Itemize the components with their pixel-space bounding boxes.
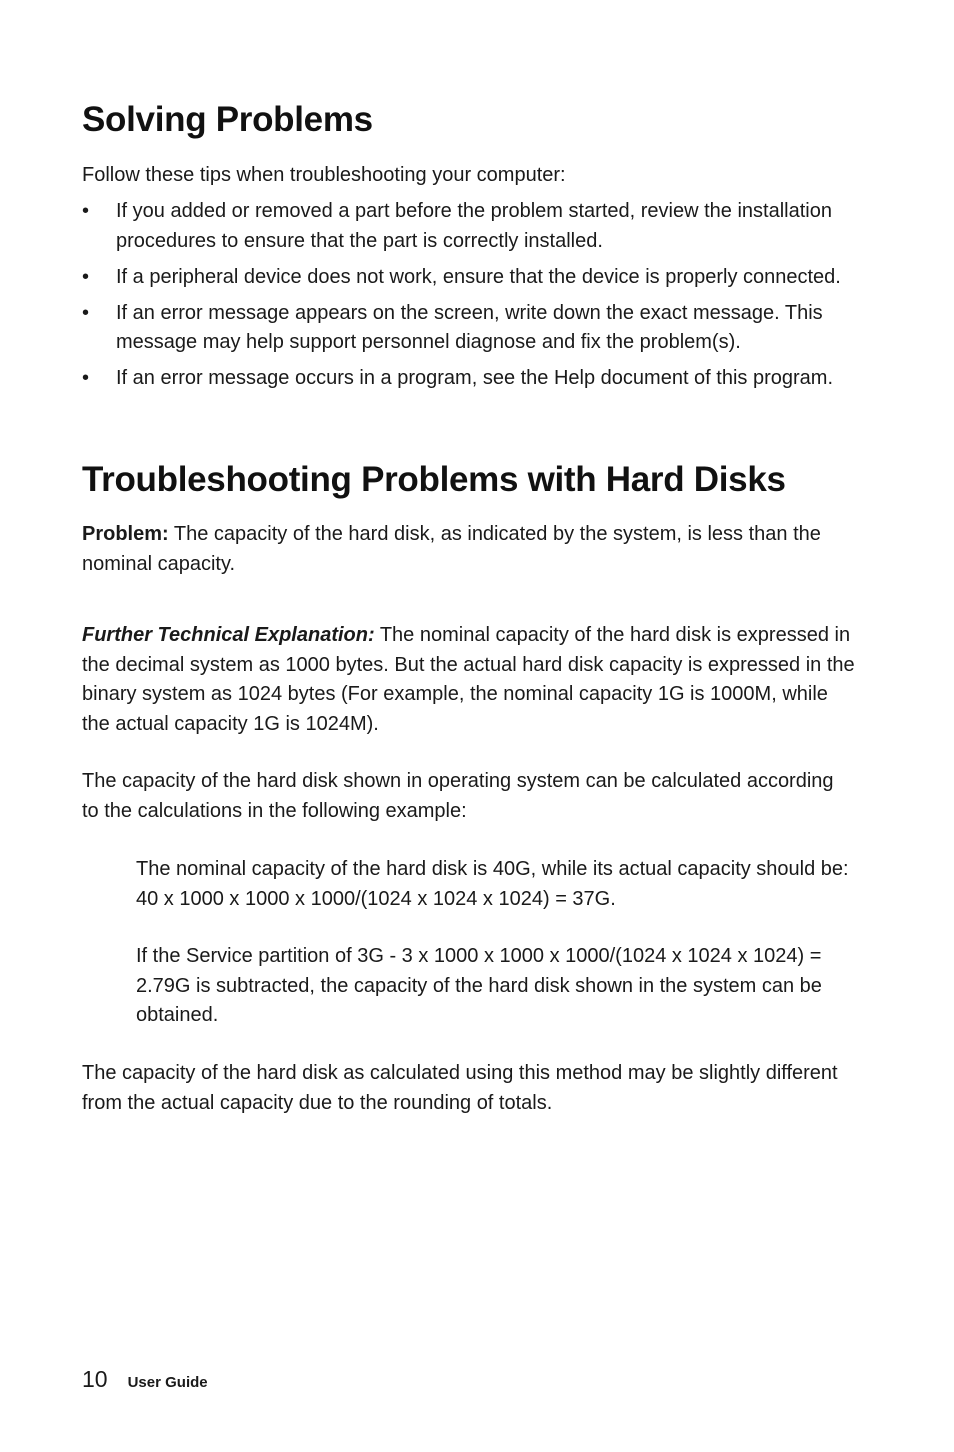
tip-text: If an error message occurs in a program, see the Help document of this program. [116,367,834,389]
further-explanation-paragraph [82,621,857,739]
problem-text: The capacity of the hard disk, as indicated by the system, is less than the nominal capacity. [82,523,821,575]
footer-guide-label: User Guide [127,1374,208,1391]
page-number: 10 [82,1366,108,1392]
tip-text: If a peripheral device does not work, ensure that the device is properly connected. [116,265,841,288]
example-nominal-capacity: The nominal capacity of the hard disk is 40G, while its actual capacity should be: 40 x 1000 x 1000 x 1000/(1024 x 1024 x 1024) = 37G. [136,858,849,910]
tip-text: If you added or removed a part before the problem started, review the installation procedures to ensure that the part is correctly installed. [116,200,832,252]
further-text: The nominal capacity of the hard disk is expressed in the decimal system as 1000 bytes. But the actual hard disk capacity is expressed in the binary system as 1024 bytes (For example, the nominal capacity 1G is 1000M, while the actual capacity 1G is 1024M). [82,624,855,735]
section-title-hard-disks: Troubleshooting Problems with Hard Disks [82,460,786,499]
list-item [82,364,872,394]
bullet-icon: • [82,200,90,222]
page-footer [82,1366,208,1393]
list-item [82,197,872,256]
further-label: Further Technical Explanation: [82,624,375,646]
section-title-solving-problems: Solving Problems [82,100,373,139]
tips-list [82,197,872,400]
list-item [82,299,872,358]
calculation-intro: The capacity of the hard disk shown in operating system can be calculated according to the calculations in the following example: [82,770,834,822]
closing-paragraph: The capacity of the hard disk as calculated using this method may be slightly different from the actual capacity due to the rounding of totals. [82,1062,838,1114]
tip-text: If an error message appears on the screen, write down the exact message. This message may help support personnel diagnose and fix the problem(s). [116,301,823,353]
solving-intro: Follow these tips when troubleshooting your computer: [82,164,566,186]
bullet-icon: • [82,265,90,288]
bullet-icon: • [82,301,90,324]
list-item [82,263,872,293]
problem-label: Problem: [82,523,169,545]
bullet-icon: • [82,367,90,389]
problem-paragraph [82,520,842,579]
example-service-partition: If the Service partition of 3G - 3 x 1000 x 1000 x 1000/(1024 x 1024 x 1024) = 2.79G is subtracted, the capacity of the hard disk shown in the system can be obtained. [136,945,822,1026]
